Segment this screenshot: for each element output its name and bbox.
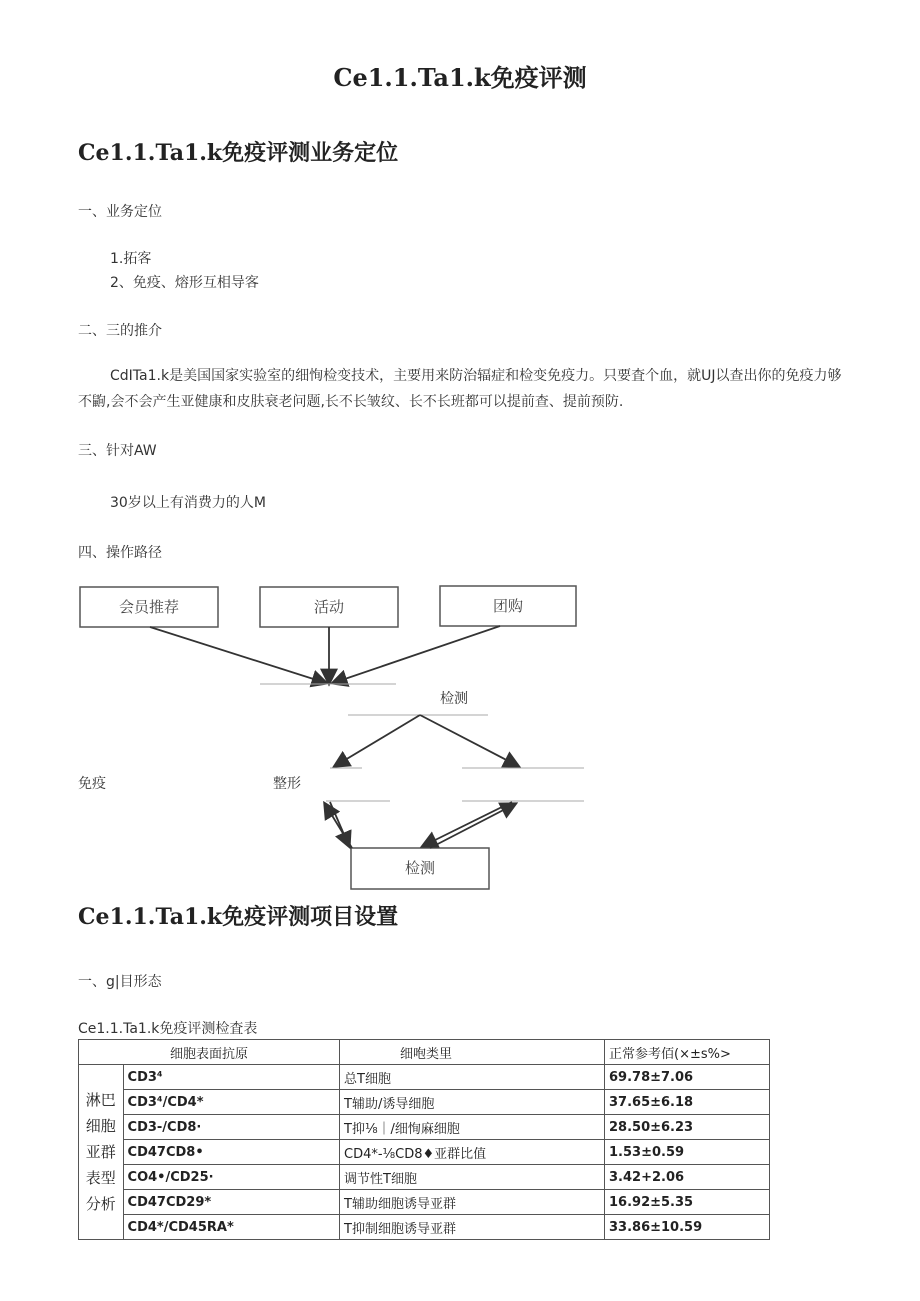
antigen-cell: CD3⁴/CD4* [123, 1090, 339, 1115]
cell-type-cell: T辅助细胞诱导亚群 [340, 1190, 605, 1215]
arrow [333, 626, 500, 683]
antigen-cell: CD3⁴ [123, 1065, 339, 1090]
header-antigen: 细胞表面抗原 [79, 1040, 340, 1065]
list-item: 1.拓客 [110, 251, 152, 267]
table-header-row [79, 1040, 770, 1065]
target-text: 30岁以上有消费力的人M [110, 495, 266, 511]
header-cell-type: 细咆类里 [340, 1040, 605, 1065]
reference-cell: 16.92±5.35 [605, 1190, 770, 1215]
table-row [79, 1165, 770, 1190]
part-label-target: 三、针对AW [78, 443, 157, 459]
header-reference: 正常参考佰(×±s%> [605, 1040, 770, 1065]
operation-path-diagram [0, 580, 920, 904]
antigen-cell: CD3-/CD8· [123, 1115, 339, 1140]
antigen-cell: CD47CD8• [123, 1140, 339, 1165]
reference-cell: 69.78±7.06 [605, 1065, 770, 1090]
table-caption: Ce1.1.Ta1.k免疫评测检査表 [78, 1021, 258, 1037]
cell-type-cell: T抑制细胞诱导亚群 [340, 1215, 605, 1240]
cell-type-cell: T抑⅛｜/细恂麻细胞 [340, 1115, 605, 1140]
document-title: Ce1.1.Ta1.k免疫评测 [333, 63, 587, 92]
table-row [79, 1065, 770, 1090]
cell-type-cell: T辅助/诱导细胞 [340, 1090, 605, 1115]
hub-label: 检测 [440, 691, 468, 707]
reference-cell: 1.53±0.59 [605, 1140, 770, 1165]
arrow [430, 804, 515, 848]
intro-paragraph: CdITa1.k是美国国家实验室的细恂检变技术，主要用来防治辐症和检变免疫力。只要査个血，就UJ以查出你的免疫力够不鼩,会不会产生亚健康和皮肤衰老问题,长不长皱纹、长不长班都可以提前查、提前预防. [78, 368, 842, 410]
table-row [79, 1090, 770, 1115]
part-label-intro: 二、三的推介 [78, 323, 162, 339]
immune-test-table [78, 1039, 770, 1240]
flow-diagram-svg [0, 580, 920, 900]
antigen-cell: CD4*/CD45RA* [123, 1215, 339, 1240]
antigen-cell: CD47CD29* [123, 1190, 339, 1215]
section-heading-items: Ce1.1.Ta1.k免疫评测项目设置 [78, 904, 399, 930]
part-label-item-form: 一、g|目形态 [78, 974, 162, 990]
cell-type-cell: CD4*-⅛CD8♦亚群比值 [340, 1140, 605, 1165]
immune-label: 免疫 [78, 776, 106, 792]
box-label: 检测 [404, 859, 436, 877]
reference-cell: 28.50±6.23 [605, 1115, 770, 1140]
reference-cell: 3.42+2.06 [605, 1165, 770, 1190]
arrow [330, 802, 349, 846]
box-label: 会员推荐 [118, 598, 180, 616]
table-row [79, 1140, 770, 1165]
box-label: 活动 [313, 598, 345, 616]
arrow [335, 715, 420, 766]
arrow [423, 802, 512, 846]
section-heading-positioning: Ce1.1.Ta1.k免疫评测业务定位 [78, 140, 399, 166]
reference-cell: 37.65±6.18 [605, 1090, 770, 1115]
arrow [420, 715, 518, 766]
table-row [79, 1115, 770, 1140]
table-row [79, 1190, 770, 1215]
box-label: 团购 [492, 597, 524, 615]
table-row [79, 1215, 770, 1240]
antigen-cell: CO4•/CD25· [123, 1165, 339, 1190]
cosmetic-label: 整形 [273, 776, 301, 792]
reference-cell: 33.86±10.59 [605, 1215, 770, 1240]
list-item: 2、免疫、熔形互相导客 [110, 275, 259, 291]
cell-type-cell: 调节性T细胞 [340, 1165, 605, 1190]
group-label: 淋巴细胞亚群表型分析 [79, 1065, 124, 1240]
cell-type-cell: 总T细胞 [340, 1065, 605, 1090]
arrow [150, 627, 326, 683]
part-label-positioning: 一、业务定位 [78, 204, 162, 220]
part-label-path: 四、操作路径 [78, 545, 162, 561]
